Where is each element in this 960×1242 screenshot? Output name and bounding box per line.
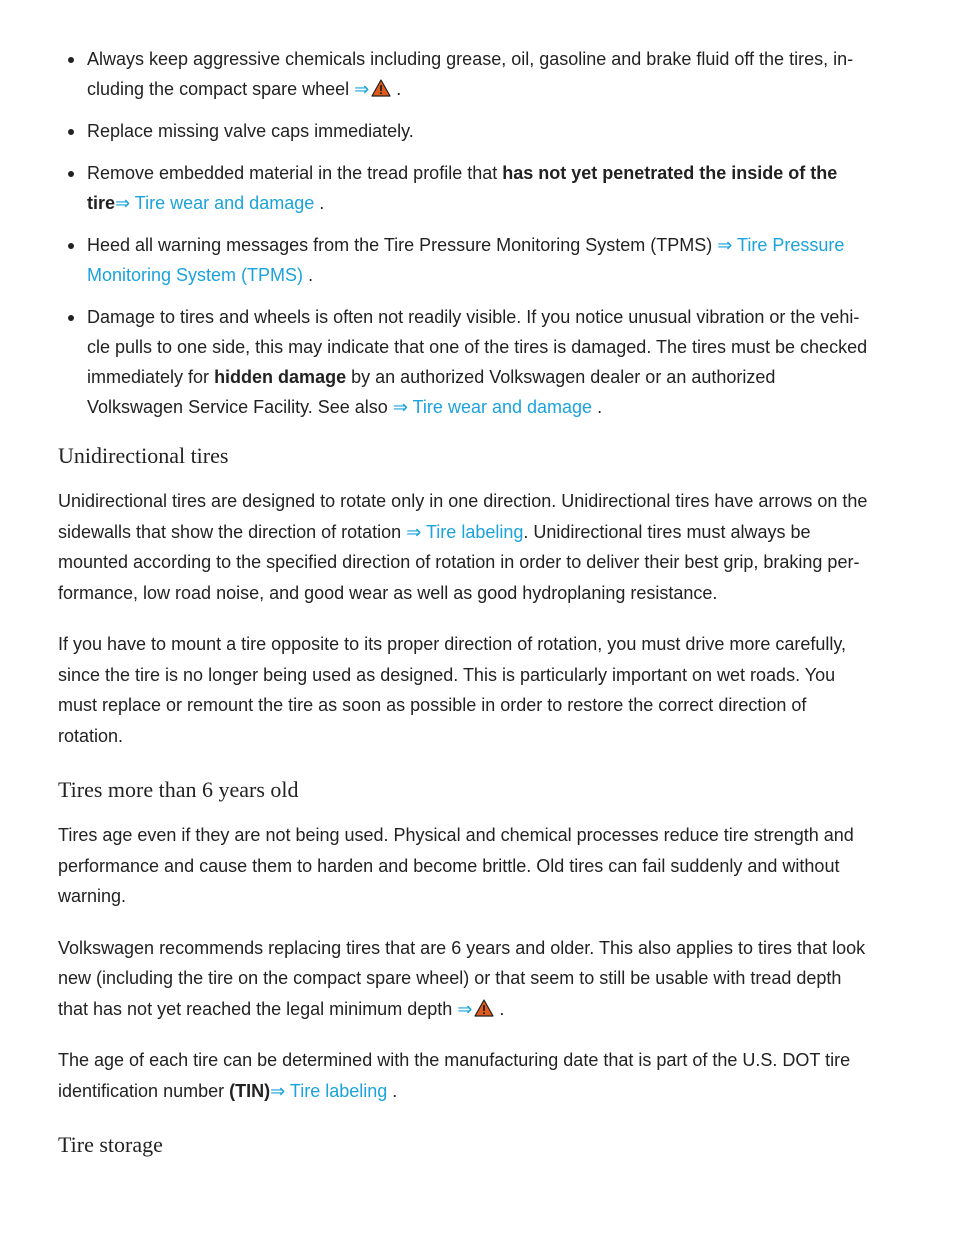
tpms-link[interactable]: ⇒ Tire Pressure Monitoring System (TPMS) xyxy=(87,235,845,285)
paragraph: If you have to mount a tire opposite to its proper direction of rotation, you must drive more carefully, since the tire is no longer being used as designed. This is particularly important on wet roads. You must replace or remount the tire as soon as possible in order to restore the correct direction of rotation. xyxy=(58,634,847,746)
section-heading-tire-storage: Tire storage xyxy=(58,1132,163,1157)
warning-link[interactable]: ⇒ xyxy=(354,79,391,99)
section-heading-old-tires: Tires more than 6 years old xyxy=(58,777,299,802)
list-item: Remove embedded material in the tread profile that has not yet penetrated the inside of the tire⇒ Tire wear and damage . xyxy=(58,158,908,218)
list-item: Damage to tires and wheels is often not readily visible. If you notice unusual vibration or the vehi- cle pulls to one side, this may indicate that one of the tires is damaged. The tires must be checked immediately for hidden damage by an authorized Volkswagen dealer or an authorized Volkswagen Service Facility. See also ⇒ Tire wear and damage . xyxy=(58,302,908,422)
tire-wear-link[interactable]: ⇒ Tire wear and damage xyxy=(392,397,593,417)
section-heading-unidirectional: Unidirectional tires xyxy=(58,443,229,468)
tire-labeling-link[interactable]: ⇒ Tire labeling xyxy=(270,1080,388,1101)
tire-wear-link[interactable]: ⇒ Tire wear and damage xyxy=(115,193,315,213)
bullet-list xyxy=(58,44,908,422)
list-item: Heed all warning messages from the Tire Pressure Monitoring System (TPMS) ⇒ Tire Pressure Monitoring System (TPMS) . xyxy=(58,230,908,290)
page xyxy=(58,44,908,1159)
list-item: Replace missing valve caps immediately. xyxy=(58,116,908,146)
warning-link[interactable]: ⇒ xyxy=(457,999,494,1019)
list-item: Always keep aggressive chemicals including grease, oil, gasoline and brake fluid off the tires, in- cluding the compact spare wheel ⇒ . xyxy=(58,44,908,104)
paragraph: Unidirectional tires are designed to rotate only in one direction. Unidirectional tires have arrows on the sidewalls that show the direction of rotation ⇒ Tire labeling. Unidirectional tires must always be mounted according to the specified direction of rotation in order to deliver their best grip, braking per- formance, low road noise, and good wear as well as good hydroplaning resistance. xyxy=(58,491,868,603)
paragraph: Volkswagen recommends replacing tires that are 6 years and older. This also applies to tires that look new (including the tire on the compact spare wheel) or that seem to still be usable with tread depth that has not yet reached the legal minimum depth ⇒ . xyxy=(58,937,866,1019)
paragraph: Tires age even if they are not being used. Physical and chemical processes reduce tire strength and performance and cause them to harden and become brittle. Old tires can fail suddenly and without warning. xyxy=(58,825,854,906)
warning-triangle-icon xyxy=(474,999,494,1017)
paragraph: The age of each tire can be determined with the manufacturing date that is part of the U.S. DOT tire identification number (TIN)⇒ Tire labeling . xyxy=(58,1050,851,1101)
warning-triangle-icon xyxy=(371,79,391,97)
tire-labeling-link[interactable]: ⇒ Tire labeling xyxy=(406,521,524,542)
